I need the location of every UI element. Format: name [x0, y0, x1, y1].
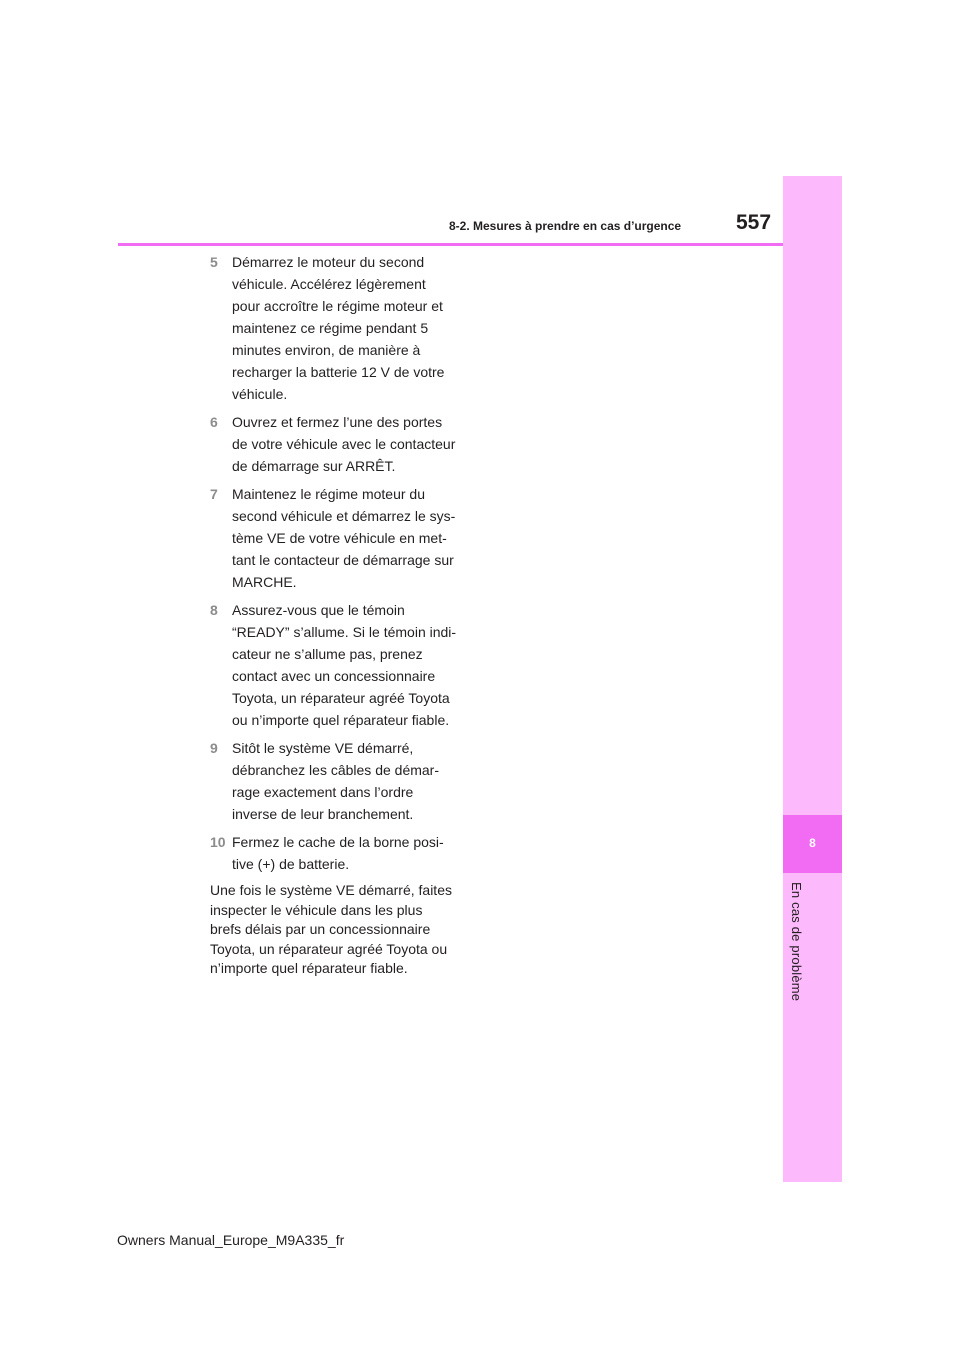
step-item	[210, 411, 470, 477]
step-number: 6	[210, 414, 218, 430]
chapter-title: En cas de problème	[789, 882, 804, 1002]
page-number: 557	[736, 211, 772, 234]
document-footer: Owners Manual_Europe_M9A335_fr	[117, 1232, 345, 1248]
step-text: Démarrez le moteur du second véhicule. Accélérez légèrement pour accroître le régime moteur et maintenez ce régime pendant 5 minutes environ, de manière à recharger la batterie 12 V de votre véhicule.	[232, 254, 445, 402]
step-text: Sitôt le système VE démarré, débranchez les câbles de démar- rage exactement dans l’ordre inverse de leur branchement.	[232, 740, 440, 822]
step-number: 7	[210, 486, 218, 502]
step-list	[210, 251, 470, 881]
step-number: 9	[210, 740, 218, 756]
step-item	[210, 483, 470, 593]
step-text: Assurez-vous que le témoin “READY” s’allume. Si le témoin indi- cateur ne s’allume pas, prenez contact avec un concessionnaire Toyota, un réparateur agréé Toyota ou n’importe quel réparateur fiable.	[232, 602, 457, 728]
chapter-side-tab	[783, 176, 842, 1182]
step-item	[210, 737, 470, 825]
step-number: 8	[210, 602, 218, 618]
step-text: Fermez le cache de la borne posi- tive (+) de batterie.	[232, 834, 444, 872]
step-item	[210, 599, 470, 731]
step-text: Maintenez le régime moteur du second véhicule et démarrez le sys- tème VE de votre véhicule en met- tant le contacteur de démarrage sur MARCHE.	[232, 486, 456, 590]
step-number: 10	[210, 834, 226, 850]
header-rule	[118, 243, 783, 246]
step-number: 5	[210, 254, 218, 270]
closing-note: Une fois le système VE démarré, faites inspecter le véhicule dans les plus brefs délais par un concessionnaire Toyota, un réparateur agréé Toyota ou n’importe quel réparateur fiable.	[210, 882, 452, 976]
section-title: 8-2. Mesures à prendre en cas d’urgence	[449, 219, 682, 233]
step-text: Ouvrez et fermez l’une des portes de votre véhicule avec le contacteur de démarrage sur ARRÊT.	[232, 414, 456, 474]
step-item	[210, 831, 470, 875]
step-item	[210, 251, 470, 405]
chapter-number: 8	[809, 836, 816, 850]
